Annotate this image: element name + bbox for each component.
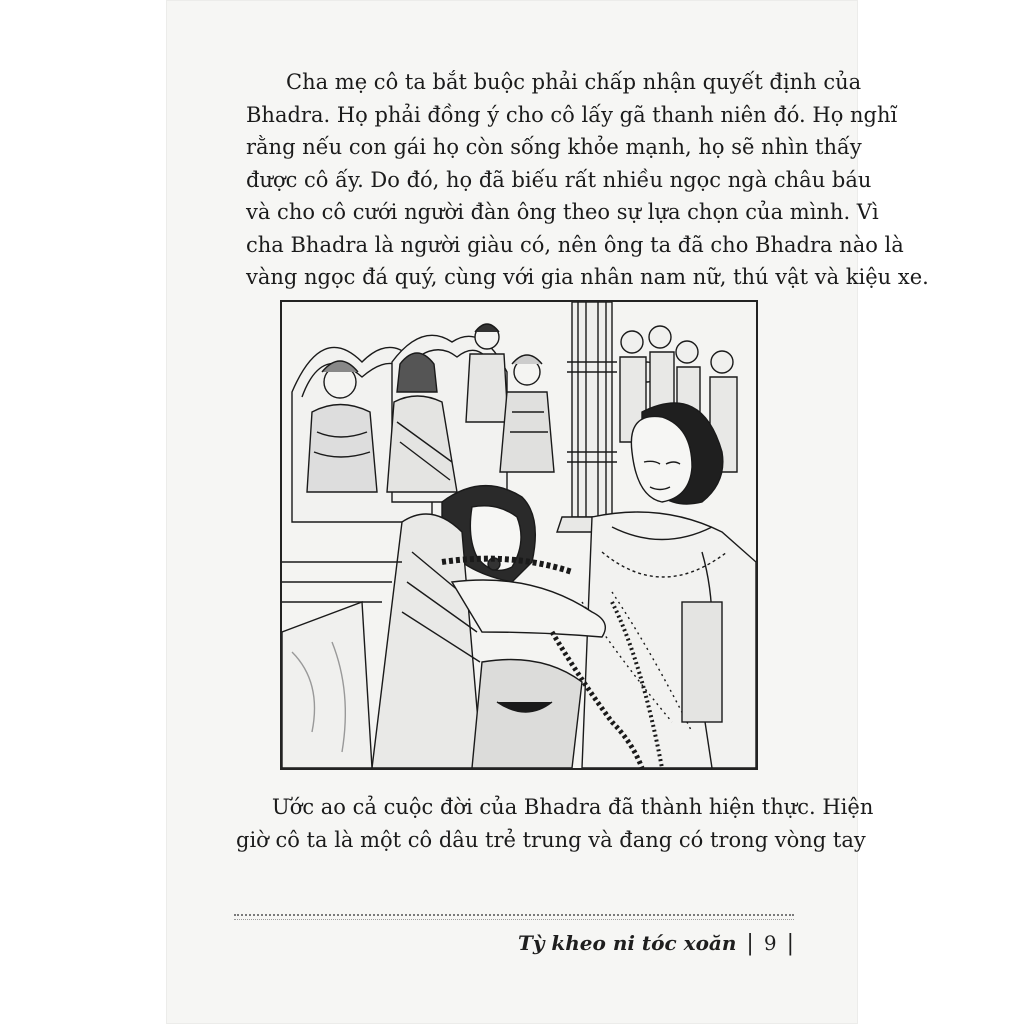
text-line: cha Bhadra là người giàu có, nên ông ta đã cho Bhadra nào là bbox=[246, 232, 904, 257]
book-title: Tỳ kheo ni tóc xoăn bbox=[517, 931, 737, 955]
text-line: được cô ấy. Do đó, họ đã biếu rất nhiều ngọc ngà châu báu bbox=[246, 167, 872, 192]
illustration bbox=[280, 300, 758, 770]
footer-divider bbox=[234, 914, 794, 916]
text-line: Bhadra. Họ phải đồng ý cho cô lấy gã thanh niên đó. Họ nghĩ bbox=[246, 102, 898, 127]
text-line: và cho cô cưới người đàn ông theo sự lựa chọn của mình. Vì bbox=[246, 200, 879, 224]
page-footer bbox=[518, 928, 794, 958]
page-number: 9 bbox=[763, 931, 777, 955]
footer-separator: | bbox=[746, 930, 754, 956]
text-line: rằng nếu con gái họ còn sống khỏe mạnh, họ sẽ nhìn thấy bbox=[246, 135, 862, 159]
text-line: Cha mẹ cô ta bắt buộc phải chấp nhận quyết định của bbox=[286, 70, 862, 94]
footer-separator: | bbox=[786, 930, 794, 956]
text-line: vàng ngọc đá quý, cùng với gia nhân nam nữ, thú vật và kiệu xe. bbox=[246, 265, 929, 289]
text-line: giờ cô ta là một cô dâu trẻ trung và đang có trong vòng tay bbox=[236, 827, 866, 852]
paragraph-1 bbox=[246, 66, 929, 294]
paragraph-2 bbox=[236, 791, 874, 856]
text-line: Ước ao cả cuộc đời của Bhadra đã thành hiện thực. Hiện bbox=[272, 795, 874, 819]
footer-divider bbox=[234, 919, 794, 920]
wedding-scene-illustration bbox=[282, 302, 756, 768]
